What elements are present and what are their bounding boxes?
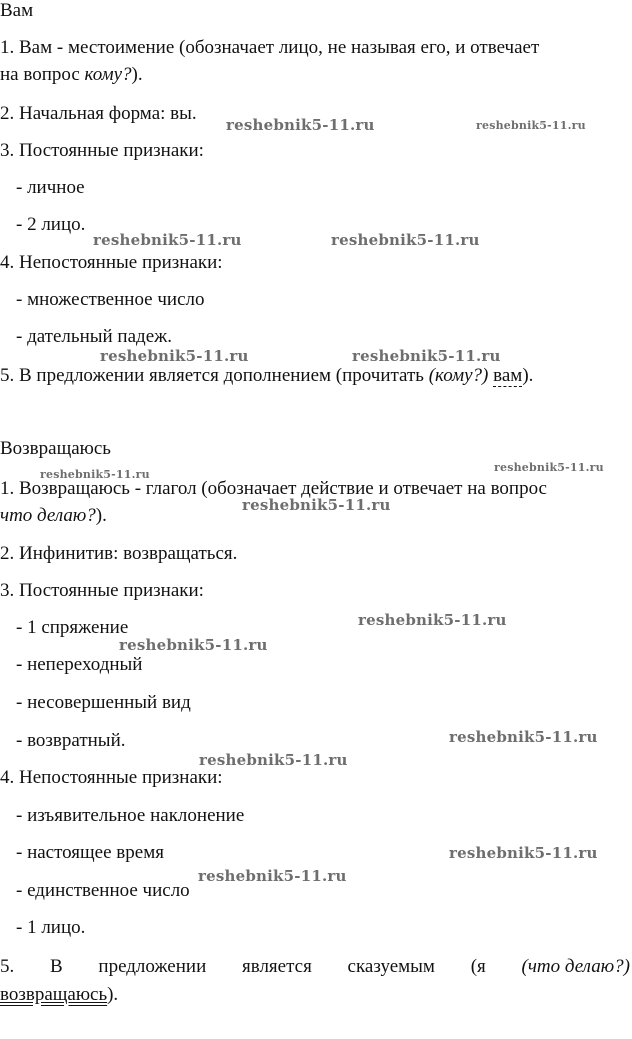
paragraph-3: 3. Постоянные признаки: <box>0 140 204 161</box>
watermark: reshebnik5-11.ru <box>358 611 507 629</box>
paragraph-1-line-1: 1. Возвращаюсь - глагол (обозначает действие и отвечает на вопрос <box>0 478 547 499</box>
list-item: - настоящее время <box>16 842 164 863</box>
question-italic: что делаю? <box>0 505 96 526</box>
question-italic: (кому?) <box>428 365 489 386</box>
paragraph-1-line-2 <box>0 505 107 527</box>
watermark: reshebnik5-11.ru <box>100 347 249 365</box>
word: является <box>241 956 312 977</box>
watermark: reshebnik5-11.ru <box>352 347 501 365</box>
watermark: reshebnik5-11.ru <box>93 231 242 249</box>
underlined-word: вам <box>493 365 523 386</box>
paragraph-5-line-2 <box>0 984 118 1006</box>
watermark: reshebnik5-11.ru <box>242 496 391 514</box>
watermark: reshebnik5-11.ru <box>119 636 268 654</box>
text-span: ). <box>131 64 143 85</box>
list-item: - 2 лицо. <box>16 214 86 235</box>
word: предложении <box>98 956 207 977</box>
paragraph-5-line-1 <box>0 956 630 978</box>
list-item: - непереходный <box>16 654 143 675</box>
text-span: на вопрос <box>0 64 85 85</box>
list-item: - 1 лицо. <box>16 917 86 938</box>
paragraph-4: 4. Непостоянные признаки: <box>0 767 223 788</box>
list-item: - возвратный. <box>16 730 126 751</box>
watermark: reshebnik5-11.ru <box>226 116 375 134</box>
list-item: - несовершенный вид <box>16 692 191 713</box>
question-italic: (что делаю?) <box>521 956 630 977</box>
underlined-word: возвращаюсь <box>0 984 108 1005</box>
list-item: - единственное число <box>16 880 190 901</box>
list-item: - множественное число <box>16 289 205 310</box>
question-italic: кому? <box>84 64 132 85</box>
text-span: ). <box>107 984 119 1005</box>
watermark: reshebnik5-11.ru <box>449 728 598 746</box>
word: В <box>49 956 63 977</box>
text-span: ). <box>522 365 534 386</box>
watermark: reshebnik5-11.ru <box>449 844 598 862</box>
paragraph-4: 4. Непостоянные признаки: <box>0 252 223 273</box>
word: (я <box>470 956 486 977</box>
paragraph-5 <box>0 365 533 387</box>
watermark: reshebnik5-11.ru <box>199 751 348 769</box>
paragraph-2: 2. Начальная форма: вы. <box>0 103 197 124</box>
watermark: reshebnik5-11.ru <box>331 231 480 249</box>
section-title-vozvrashchayus: Возвращаюсь <box>0 438 111 459</box>
text-span: ). <box>95 505 107 526</box>
paragraph-1-line-2 <box>0 64 143 86</box>
list-item: - личное <box>16 177 85 198</box>
list-item: - 1 спряжение <box>16 617 129 638</box>
paragraph-2: 2. Инфинитив: возвращаться. <box>0 543 238 564</box>
section-title-vam: Вам <box>0 0 34 21</box>
watermark: reshebnik5-11.ru <box>198 867 347 885</box>
text-span: 5. В предложении является дополнением (прочитать <box>0 365 429 386</box>
list-item: - изъявительное наклонение <box>16 805 245 826</box>
word: сказуемым <box>347 956 435 977</box>
paragraph-1-line-1: 1. Вам - местоимение (обозначает лицо, не называя его, и отвечает <box>0 37 540 58</box>
watermark: reshebnik5-11.ru <box>40 468 150 481</box>
paragraph-3: 3. Постоянные признаки: <box>0 580 204 601</box>
word: 5. <box>0 956 15 977</box>
watermark: reshebnik5-11.ru <box>476 119 586 132</box>
watermark: reshebnik5-11.ru <box>494 461 604 474</box>
list-item: - дательный падеж. <box>16 326 172 347</box>
